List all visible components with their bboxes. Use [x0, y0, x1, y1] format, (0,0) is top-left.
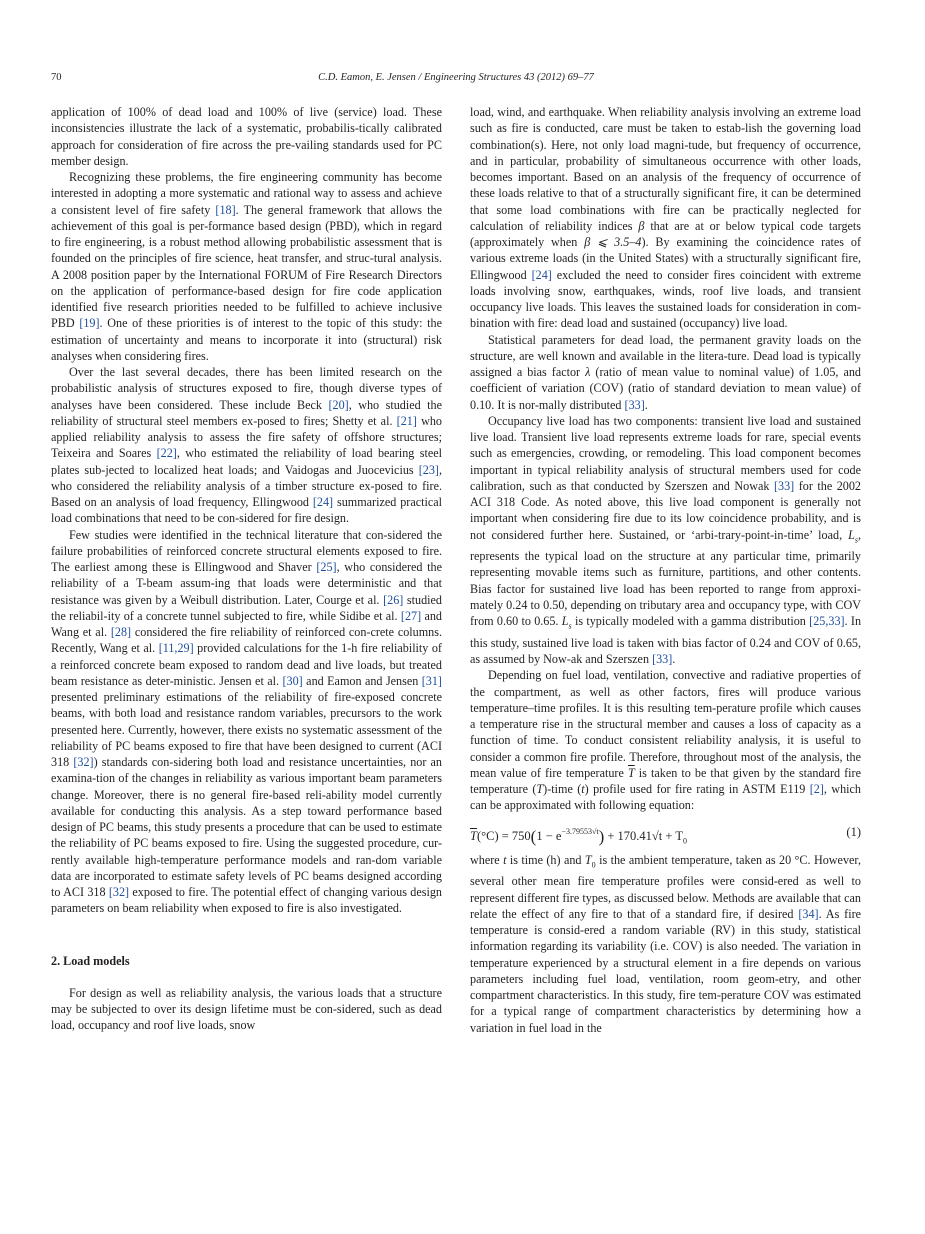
citation-link[interactable]: [2] — [809, 782, 824, 797]
paragraph: Statistical parameters for dead load, the permanent gravity loads on the structure, are well known and available in the litera-ture. Dead load is typically assigned a bias factor λ (ratio of mean value to nominal value) of 1.05, and coefficient of variation (COV) (ratio of standard deviation to mean value) of 0.10. It is nor-mally distributed [33]. — [470, 332, 862, 412]
citation-link[interactable]: [22] — [156, 446, 177, 461]
paragraph: application of 100% of dead load and 100% of live (service) load. These inconsistencies illustrate the lack of a systematic, probabilis-tically calibrated approach for consideration of fire across the pre-vailing standards used for PC member design. — [51, 105, 442, 168]
citation-link[interactable]: [25,33] — [809, 614, 845, 629]
citation-link[interactable]: [34] — [798, 906, 819, 921]
citation-link[interactable]: [24] — [531, 267, 552, 282]
right-column — [470, 104, 861, 1036]
paragraph: Over the last several decades, there has been limited research on the probabilistic analysis of structures exposed to fire, though diverse types of analyses have been considered. These include Beck [20], who studied the reliability of structural steel members ex-posed to fires; Shetty et al. [21] who applied reliability analysis to assess the fire safety of offshore structures; Teixeira and Soares [22], who estimated the reliability of load bearing steel plates sub-jected to localized heat loads; and Vaidogas and Juocevicius [23], who considered the reliability analysis of a timber structure ex-posed to fire. Based on an analysis of load frequency, Ellingwood [24] summarized practical load combinations that need to be con-sidered for fire design. — [51, 365, 442, 526]
citation-link[interactable]: [19] — [79, 316, 100, 331]
paragraph: where t is time (h) and $T_0$ is the ambient temperature, taken as 20 °C. However, several other mean fire temperature profiles were consid-ered as well to represent different fire types, as discussed below. Methods are available that can relate the effect of any fire to that of a standard fire, if desired [34]. As fire temperature is consid-ered a random variable (RV) in this study, statistical information regarding its variability (i.e. COV) is also needed. The variation in temperature experienced by a structural element in a fire depends on various parameters including fuel load, ventilation, room geom-etry, and other compartment characteristics. In this study, fire tem-perature COV was estimated for a typical range of compartment characteristics by determining how a variation in fuel load in the — [470, 852, 861, 1035]
citation-link[interactable]: [27] — [400, 608, 422, 623]
paragraph: Few studies were identified in the technical literature that con-sidered the failure probabilities of reinforced concrete structural elements exposed to fire. The earliest among these is Ellingwood and Shaver [25], who considered the reliability of a T-beam assum-ing that loads were deterministic and that resistance was given by a Weibull distribution. Later, Courge et al. [26] studied the reliabil-ity of a concrete tunnel subjected to fire, while Sidibe et al. [27] and Wang et al. [28] considered the fire reliability of reinforced con-crete columns. Recently, Wang et al. [11,29] provided calculations for the 1-h fire reliability of a reinforced concrete beam exposed to random dead and live loads, but treated beam resistance as deter-ministic. Jensen et al. [30] and Eamon and Jensen [31] presented preliminary estimations of the reliability of fire-exposed concrete beams, with both load and resistance random variables, precursors to the work presented here. Currently, however, there exists no systematic assessment of the reliability of PC beams exposed to fire that have been designed to current (ACI 318 [32]) standards con-sidering both load and resistance uncertainties, nor an examina-tion of the changes in reliability as various important beam parameters change. Moreover, there is no general fire-based reli-ability model currently available for conducting this analysis. As a step toward performance based design of PC beams, this study presents a procedure that can be used to estimate the reliability of PC beams exposed to fire. Using the suggested procedure, cur-rently available high-temperature performance models and ran-dom variable data are incorporated to estimate safety levels of PC beams designed according to ACI 318 [32] exposed to fire. The potential effect of changing various design parameters on beam reliability when exposed to fire is also investigated. — [51, 527, 443, 916]
citation-link[interactable]: [31] — [421, 673, 442, 688]
equation-number: (1) — [846, 824, 861, 839]
page-number: 70 — [51, 72, 62, 83]
page-header — [51, 72, 861, 88]
citation-link[interactable]: [33] — [624, 397, 645, 412]
citation-link[interactable]: [33] — [652, 652, 673, 667]
citation-link[interactable]: [32] — [73, 755, 94, 769]
citation-link[interactable]: [25] — [316, 560, 337, 574]
running-title: C.D. Eamon, E. Jensen / Engineering Structures 43 (2012) 69–77 — [318, 72, 594, 83]
equation-body: $\overline{T}(^\circ C) = 750(1 - e^{-3.79553√t}) + 170.41√t + T_0$ — [470, 826, 687, 846]
citation-link[interactable]: [23] — [418, 462, 439, 477]
citation-link[interactable]: [24] — [312, 495, 334, 509]
citation-link[interactable]: [33] — [773, 478, 795, 493]
citation-link[interactable]: [20] — [328, 397, 349, 412]
section-heading: 2. Load models — [51, 953, 130, 968]
paragraph: load, wind, and earthquake. When reliability analysis involving an extreme load such as fire is conducted, care must be taken to estab-lish the governing load combination(s). Here, not only load magni-tude, but frequency of occurrence, and in particular, probability of simultaneous occurrence with other loads, becomes important. Based on an analysis of the frequency of occurrence of these loads relative to that of a structurally significant fire, it can be determined that some load combinations with fire can be practically neglected for calculation of reliability indices β that are at or below typical code targets (approximately when β ⩽ 3.5–4). By examining the coincidence rates of various extreme loads (in the United States) with a structurally significant fire, Ellingwood [24] excluded the need to consider fires coincident with extreme loads involving snow, earthquakes, winds, roof live loads, and transient occupancy live loads. This leaves the sustained loads for consideration in com-bination with fire: dead load and sustained (occupancy) live load. — [470, 105, 861, 331]
paragraph: Recognizing these problems, the fire engineering community has become interested in adopting a more systematic and rational way to assess and achieve a consistent level of fire safety [18]. The general framework that allows the achievement of this goal is per-formance based design (PBD), which in regard to fire engineering, is a robust method allowing probabilistic assessment that is founded on the principles of fire science, heat transfer, and struc-tural analysis. A 2008 position paper by the International FORUM of Fire Research Directors on the application of performance-based design for fire code application identified five research priorities needed to be fulfilled to achieve inclusive PBD [19]. One of these priorities is of interest to the topic of this study: the estimation of uncertainty and means to incorporate it into (structural) risk analyses when considering fires. — [51, 170, 442, 363]
citation-link[interactable]: [28] — [110, 625, 132, 639]
citation-link[interactable]: [18] — [215, 202, 236, 217]
citation-link[interactable]: [26] — [383, 592, 404, 607]
paragraph: For design as well as reliability analysis, the various loads that a structure may be subjected to over its design lifetime must be con-sidered, such as dead load, occupancy and roof live loads, snow — [51, 985, 442, 1033]
citation-link[interactable]: [21] — [396, 413, 417, 428]
equation-1 — [470, 822, 861, 844]
citation-link[interactable]: [30] — [282, 673, 303, 688]
citation-link[interactable]: [32] — [108, 885, 130, 899]
citation-link[interactable]: [11,29] — [158, 641, 194, 656]
paragraph: Occupancy live load has two components: transient live load and sustained live load. Transient live load represents extreme loads for rare, special events such as emergencies, crowding, or remodeling. This load component becomes important in typical reliability analysis of structural members used for code calibration, such as that conducted by Szerszen and Nowak [33] for the 2002 ACI 318 Code. As noted above, this live load component is generally not important when considering fire due to its low coincidence probability, and is not considered further here. Sustained, or ‘arbi-trary-point-in-time’ load, $L_s$, represents the typical load on the structure at any particular time, primarily representing movable items such as furniture, partitions, and other contents. Bias factor for sustained live load has been reported to range from approxi-mately 0.24 to 0.50, depending on tributary area and occupancy type, with COV from 0.60 to 0.65. $L_s$ is typically modeled with a gamma distribution [25,33]. In this study, sustained live load is taken with bias factor of 0.24 and COV of 0.65, as assumed by Now-ak and Szerszen [33]. — [470, 413, 862, 667]
paragraph: Depending on fuel load, ventilation, convective and radiative properties of the compartment, as well as other factors, fires will produce various temperature–time profiles. It is this resulting tem-perature profile which causes a temperature rise in the structural member and causes a loss of capacity as a function of time. To conduct consistent reliability analysis, it is useful to consider a common fire profile. Therefore, throughout most of the analysis, the mean value of fire temperature $\overline{T}$ is taken to be that given by the standard fire temperature (T)-time (t) profile used for fire rating in ASTM E119 [2], which can be approximated with following equation: — [470, 668, 861, 813]
left-column — [51, 104, 442, 1034]
